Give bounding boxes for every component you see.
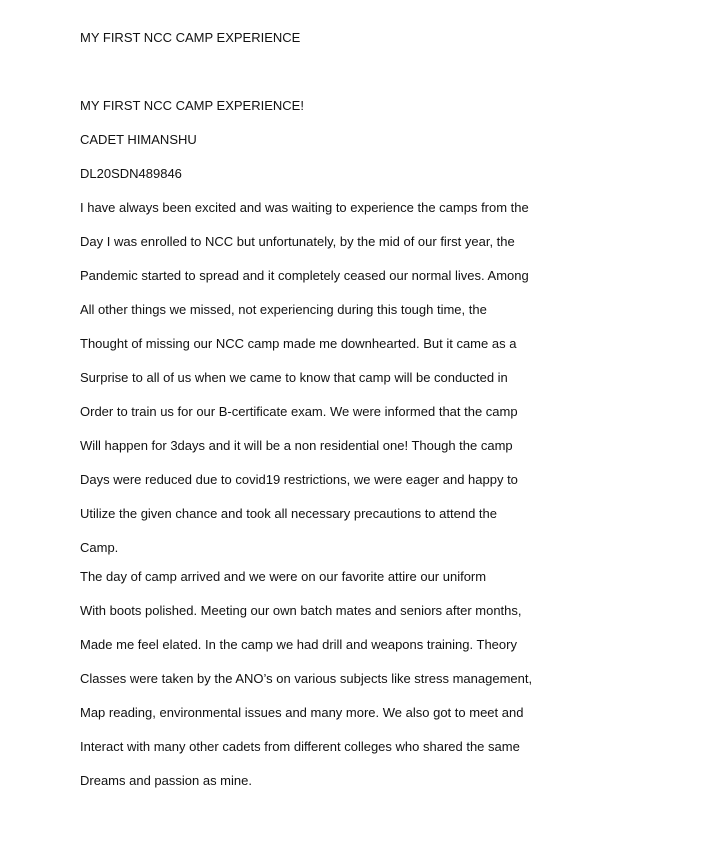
paragraph-2-line: Interact with many other cadets from different colleges who shared the same bbox=[80, 739, 520, 754]
paragraph-1-line: Order to train us for our B-certificate exam. We were informed that the camp bbox=[80, 404, 518, 419]
paragraph-2-line: Map reading, environmental issues and many more. We also got to meet and bbox=[80, 705, 524, 720]
paragraph-1-line: Will happen for 3days and it will be a non residential one! Though the camp bbox=[80, 438, 513, 453]
paragraph-1-line: Utilize the given chance and took all necessary precautions to attend the bbox=[80, 506, 497, 521]
paragraph-1-line: Thought of missing our NCC camp made me downhearted. But it came as a bbox=[80, 336, 517, 351]
document-title: MY FIRST NCC CAMP EXPERIENCE! bbox=[80, 98, 304, 113]
document-body bbox=[80, 97, 680, 806]
author-name: CADET HIMANSHU bbox=[80, 132, 197, 147]
paragraph-1-line: Days were reduced due to covid19 restrictions, we were eager and happy to bbox=[80, 472, 518, 487]
paragraph-1-line: All other things we missed, not experiencing during this tough time, the bbox=[80, 302, 487, 317]
paragraph-1-line: Surprise to all of us when we came to know that camp will be conducted in bbox=[80, 370, 508, 385]
paragraph-2-line: Dreams and passion as mine. bbox=[80, 773, 252, 788]
paragraph-1-line: Camp. bbox=[80, 540, 119, 555]
paragraph-2-line: The day of camp arrived and we were on our favorite attire our uniform bbox=[80, 569, 487, 584]
paragraph-2-line: Made me feel elated. In the camp we had drill and weapons training. Theory bbox=[80, 637, 517, 652]
paragraph-2-line: Classes were taken by the ANO’s on various subjects like stress management, bbox=[80, 671, 533, 686]
paragraph-1-line: Day I was enrolled to NCC but unfortunately, by the mid of our first year, the bbox=[80, 234, 515, 249]
page-header: MY FIRST NCC CAMP EXPERIENCE bbox=[80, 30, 301, 45]
paragraph-1-line: Pandemic started to spread and it completely ceased our normal lives. Among bbox=[80, 268, 529, 283]
paragraph-2-line: With boots polished. Meeting our own batch mates and seniors after months, bbox=[80, 603, 522, 618]
paragraph-1-line: I have always been excited and was waiting to experience the camps from the bbox=[80, 200, 529, 215]
regimental-number: DL20SDN489846 bbox=[80, 166, 182, 181]
